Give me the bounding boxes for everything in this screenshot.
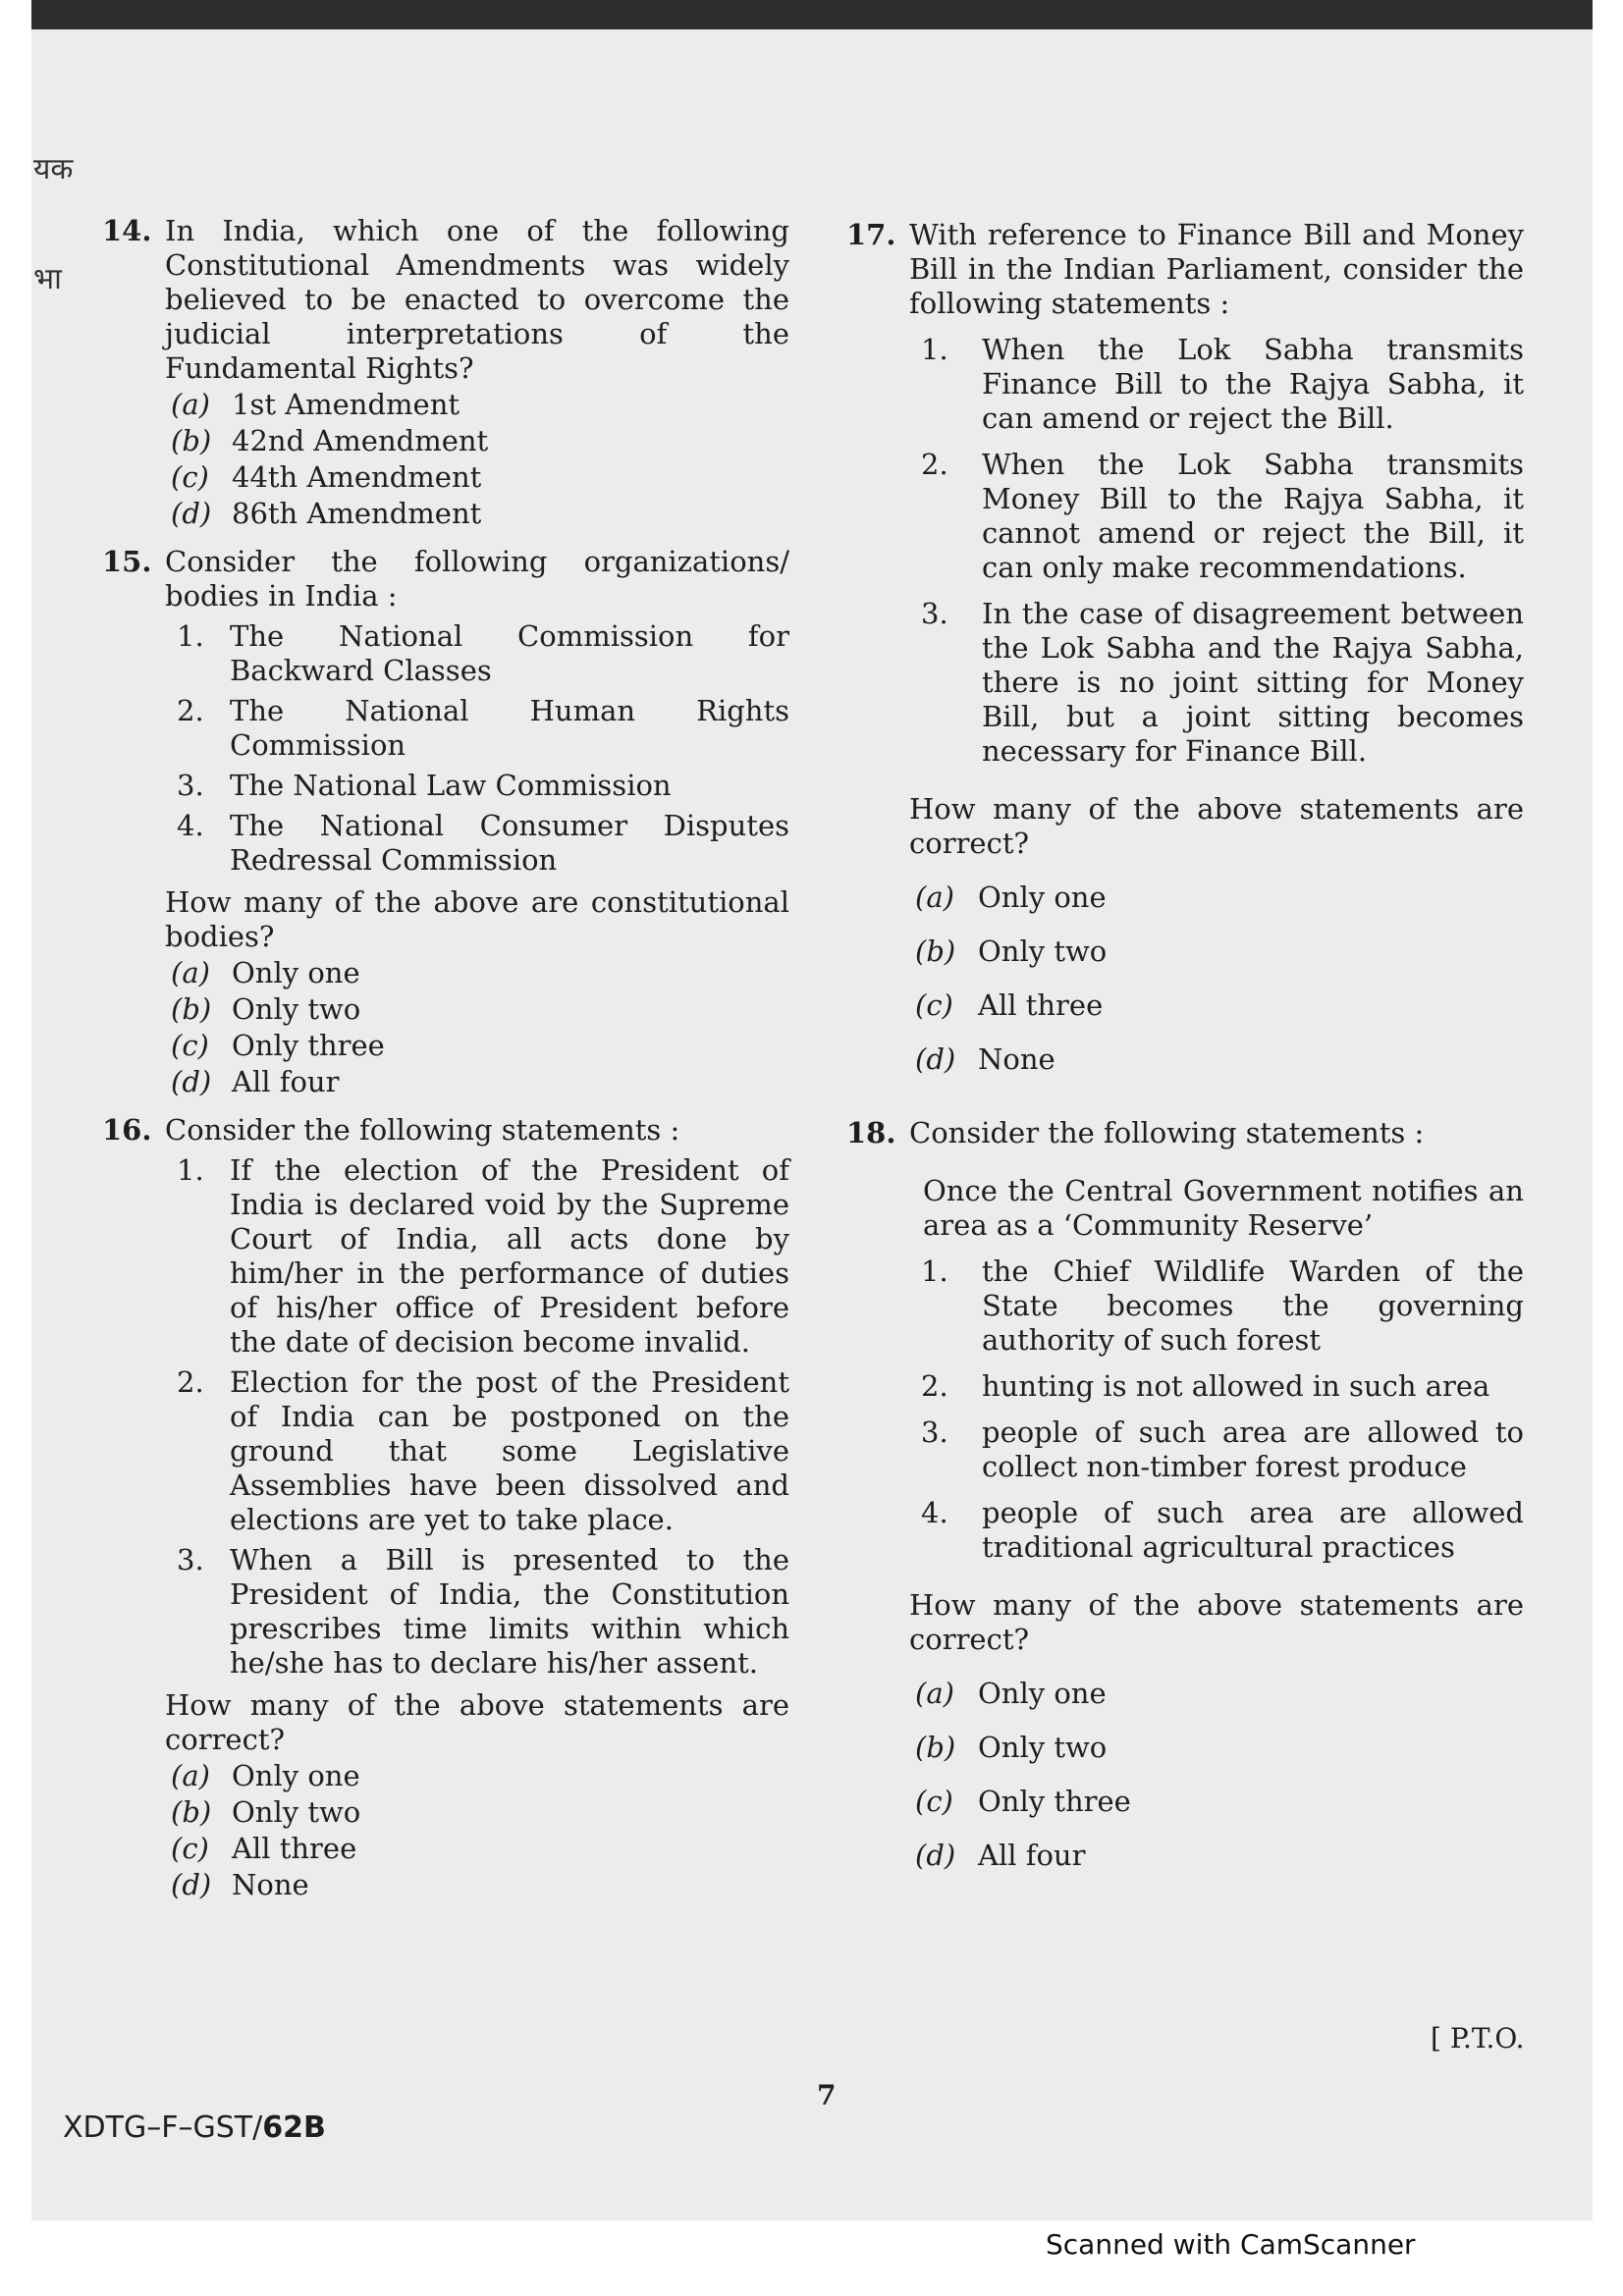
question-15 <box>102 545 789 1099</box>
question-text: Consider the following statements : <box>909 1116 1425 1149</box>
statement-text: In the case of disagreement between the Lok Sabha and the Rajya Sabha, there is no joint sitting for Money Bill, but a joint sitting becomes necessary for Finance Bill. <box>982 597 1524 768</box>
question-16 <box>102 1113 789 1902</box>
option-a[interactable] <box>165 388 789 422</box>
option-label: (d) <box>171 1065 212 1098</box>
statement-1 <box>165 619 789 688</box>
question-number: 15. <box>102 545 152 578</box>
option-label: (b) <box>171 1795 212 1829</box>
option-text: None <box>978 1042 1055 1076</box>
option-label: (d) <box>915 1042 956 1076</box>
option-c[interactable] <box>909 988 1524 1023</box>
statement-text: people of such area are allowed traditional agricultural practices <box>982 1496 1524 1564</box>
statement-number: 4. <box>921 1496 948 1529</box>
statement-text: The National Consumer Disputes Redressal Commission <box>230 809 789 877</box>
statement-number: 1. <box>177 619 204 653</box>
option-text: 86th Amendment <box>232 497 482 530</box>
statement-number: 2. <box>177 1365 204 1399</box>
statement-text: If the election of the President of India is declared void by the Supreme Court of India, all acts done by him/her in the performance of duties of his/her office of President before the date of decision become invalid. <box>230 1153 789 1359</box>
statement-number: 2. <box>921 448 948 481</box>
option-label: (d) <box>171 497 212 530</box>
option-text: Only one <box>978 881 1107 914</box>
option-label: (a) <box>171 388 210 421</box>
statement-2 <box>909 448 1524 585</box>
statement-number: 1. <box>921 1255 948 1288</box>
option-text: Only two <box>978 1731 1108 1764</box>
scanner-watermark: Scanned with CamScanner <box>1046 2228 1416 2261</box>
option-a[interactable] <box>165 1759 789 1793</box>
option-d[interactable] <box>165 1868 789 1902</box>
question-text: With reference to Finance Bill and Money Bill in the Indian Parliament, consider the following statements : <box>909 218 1524 320</box>
option-text: 1st Amendment <box>232 388 460 421</box>
statement-1 <box>909 333 1524 436</box>
statement-2 <box>165 694 789 763</box>
option-text: Only two <box>232 992 361 1026</box>
statement-text: people of such area are allowed to collect non-timber forest produce <box>982 1415 1524 1483</box>
option-label: (b) <box>915 934 956 968</box>
question-ask: How many of the above statements are correct? <box>909 1588 1524 1656</box>
question-18 <box>846 1116 1524 1873</box>
question-number: 16. <box>102 1113 152 1147</box>
paper-code <box>63 2110 326 2145</box>
option-a[interactable] <box>909 881 1524 915</box>
option-c[interactable] <box>165 460 789 495</box>
option-label: (c) <box>171 1029 209 1062</box>
option-label: (c) <box>915 988 953 1022</box>
option-label: (d) <box>171 1868 212 1901</box>
page-number: 7 <box>817 2079 837 2111</box>
left-column <box>102 214 789 1916</box>
question-number: 14. <box>102 214 152 247</box>
statement-number: 3. <box>921 597 948 630</box>
paper-code-suffix: 62B <box>262 2110 326 2145</box>
question-ask: How many of the above statements are correct? <box>909 792 1524 860</box>
option-c[interactable] <box>165 1832 789 1866</box>
option-label: (c) <box>171 460 209 494</box>
statement-3 <box>165 769 789 803</box>
option-label: (c) <box>915 1785 953 1818</box>
statement-text: The National Human Rights Commission <box>230 694 789 762</box>
option-label: (a) <box>171 956 210 989</box>
statement-number: 3. <box>177 1543 204 1576</box>
statement-4 <box>165 809 789 878</box>
statement-number: 3. <box>177 769 204 802</box>
option-text: All three <box>978 988 1104 1022</box>
option-a[interactable] <box>909 1677 1524 1711</box>
option-text: Only one <box>232 1759 360 1792</box>
statement-text: The National Commission for Backward Classes <box>230 619 789 687</box>
option-d[interactable] <box>165 1065 789 1099</box>
statement-text: The National Law Commission <box>230 769 672 802</box>
option-label: (a) <box>915 881 954 914</box>
option-b[interactable] <box>909 934 1524 969</box>
statement-3 <box>165 1543 789 1681</box>
question-number: 18. <box>846 1116 896 1149</box>
option-b[interactable] <box>165 1795 789 1830</box>
exam-page <box>31 0 1593 2220</box>
option-b[interactable] <box>165 992 789 1027</box>
question-ask: How many of the above statements are correct? <box>165 1688 789 1756</box>
statement-text: When a Bill is presented to the President of India, the Constitution prescribes time limits within which he/she has to declare his/her assent. <box>230 1543 789 1680</box>
option-text: None <box>232 1868 309 1901</box>
statement-3 <box>909 1415 1524 1484</box>
option-text: Only two <box>232 1795 361 1829</box>
option-text: 44th Amendment <box>232 460 482 494</box>
question-text: Consider the following statements : <box>165 1113 680 1147</box>
option-b[interactable] <box>165 424 789 458</box>
option-c[interactable] <box>909 1785 1524 1819</box>
pto-marker: [ P.T.O. <box>1431 2022 1525 2055</box>
option-d[interactable] <box>909 1839 1524 1873</box>
statement-number: 2. <box>921 1369 948 1403</box>
question-text: Consider the following organizations/ bodies in India : <box>165 545 789 613</box>
statement-3 <box>909 597 1524 769</box>
statement-text: hunting is not allowed in such area <box>982 1369 1490 1403</box>
option-label: (c) <box>171 1832 209 1865</box>
option-text: Only one <box>978 1677 1107 1710</box>
margin-fragment-1: यक <box>33 152 74 187</box>
statement-1 <box>909 1255 1524 1358</box>
option-d[interactable] <box>909 1042 1524 1077</box>
statement-number: 3. <box>921 1415 948 1449</box>
statement-number: 1. <box>177 1153 204 1187</box>
statement-text: the Chief Wildlife Warden of the State becomes the governing authority of such forest <box>982 1255 1524 1357</box>
option-text: Only three <box>232 1029 385 1062</box>
option-label: (a) <box>171 1759 210 1792</box>
question-14 <box>102 214 789 531</box>
question-17 <box>846 218 1524 1077</box>
statement-2 <box>909 1369 1524 1404</box>
option-text: Only two <box>978 934 1108 968</box>
option-d[interactable] <box>165 497 789 531</box>
statement-1 <box>165 1153 789 1360</box>
option-label: (a) <box>915 1677 954 1710</box>
option-label: (b) <box>915 1731 956 1764</box>
right-column <box>846 218 1524 1887</box>
statement-2 <box>165 1365 789 1537</box>
option-c[interactable] <box>165 1029 789 1063</box>
option-text: 42nd Amendment <box>232 424 489 457</box>
statement-number: 1. <box>921 333 948 366</box>
option-text: All three <box>232 1832 357 1865</box>
question-number: 17. <box>846 218 896 251</box>
paper-code-prefix: XDTG–F–GST/ <box>63 2110 263 2145</box>
statement-text: When the Lok Sabha transmits Finance Bill to the Rajya Sabha, it can amend or reject the Bill. <box>982 333 1524 435</box>
option-label: (d) <box>915 1839 956 1872</box>
option-text: All four <box>978 1839 1086 1872</box>
margin-fragment-2: भा <box>33 262 62 296</box>
statement-number: 2. <box>177 694 204 727</box>
option-a[interactable] <box>165 956 789 990</box>
option-text: All four <box>232 1065 340 1098</box>
option-label: (b) <box>171 424 212 457</box>
question-ask: How many of the above are constitutional bodies? <box>165 885 789 953</box>
option-label: (b) <box>171 992 212 1026</box>
question-intro: Once the Central Government notifies an area as a ‘Community Reserve’ <box>923 1174 1524 1242</box>
question-text: In India, which one of the following Constitutional Amendments was widely believed to be enacted to overcome the judicial interpretations of the Fundamental Rights? <box>165 214 789 385</box>
option-text: Only one <box>232 956 360 989</box>
statement-text: Election for the post of the President of India can be postponed on the ground that some Legislative Assemblies have been dissolved and elections are yet to take place. <box>230 1365 789 1536</box>
option-b[interactable] <box>909 1731 1524 1765</box>
statement-number: 4. <box>177 809 204 842</box>
statement-4 <box>909 1496 1524 1565</box>
statement-text: When the Lok Sabha transmits Money Bill to the Rajya Sabha, it cannot amend or reject the Bill, it can only make recommendations. <box>982 448 1524 584</box>
option-text: Only three <box>978 1785 1131 1818</box>
